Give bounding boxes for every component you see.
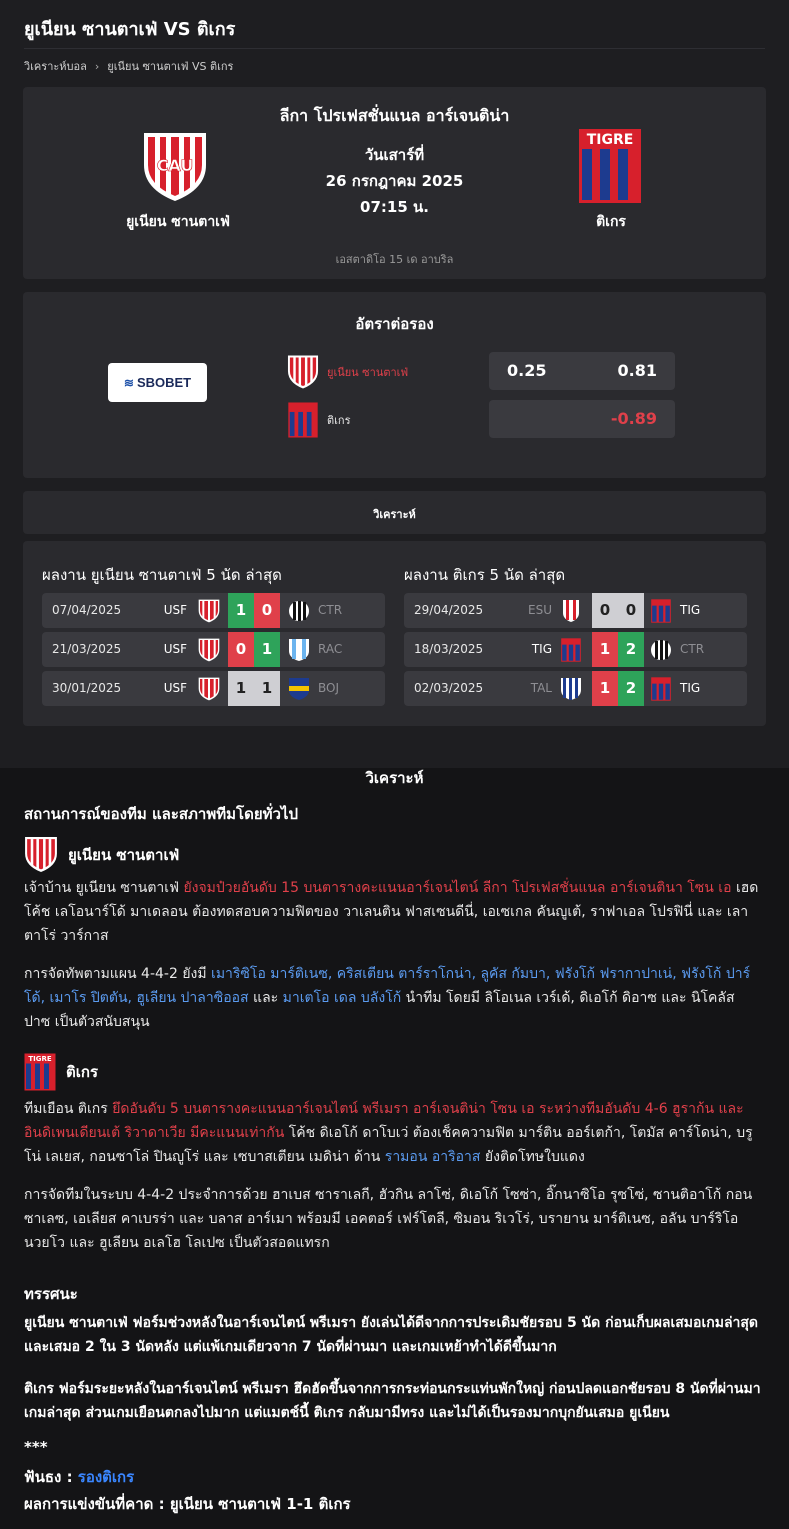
bookmaker-name: SBOBET	[136, 375, 192, 390]
handicap-value: 0.25	[507, 361, 547, 380]
analysis-heading: วิเคราะห์	[365, 769, 424, 787]
form-score1: 1	[592, 632, 618, 667]
form-team1: USF	[163, 681, 187, 695]
match-time: 07:15 น.	[360, 198, 429, 216]
form-date: 02/03/2025	[414, 681, 484, 695]
form-row[interactable]	[42, 593, 385, 628]
away-analysis-paragraph-1: ทีมเยือน ติเกร ยึดอันดับ 5 บนตารางคะแนนอาร์เจนไตน์ พรีเมรา อาร์เจนติน่า โซน เอ ระหว่างทีมอันดับ 4-6 ฮูราก้น และ อินดิเพนเดียนเต้ ริวาดาเวีย มีคะแนนเท่ากัน โค้ช ดิเอโก้ ดาโบเว่ ต้องเช็คความฟิต มาร์ติน ออร์เตก้า, โตมัส คาร์โดน่า, บรูโน่ เลเยส, กอนซาโล่ ปินญูโร่ และ เซบาสเตียน เมดิน่า ด้าน รามอน อาริอาส ยังติดโทษใบแดง	[24, 1101, 753, 1165]
union-santa-fe-crest-icon	[142, 131, 208, 203]
away-team-heading-name: ติเกร	[66, 1063, 99, 1081]
tigre-crest-icon	[24, 1053, 56, 1091]
odds-home-team-name: ยูเนียน ซานตาเฟ่	[327, 366, 409, 379]
boca-juniors-crest-icon	[288, 677, 310, 701]
form-date: 30/01/2025	[52, 681, 122, 695]
svg-text:CAU: CAU	[156, 156, 194, 175]
page-title: ยูเนียน ซานตาเฟ่ VS ติเกร	[24, 19, 236, 40]
union-santa-fe-crest-icon	[198, 599, 220, 623]
separator-stars: ***	[24, 1438, 48, 1456]
form-score2: 1	[254, 671, 280, 706]
away-form-title: ผลงาน ติเกร 5 นัด ล่าสุด	[404, 566, 566, 584]
sbobet-mark-icon: ≋	[123, 375, 134, 390]
match-day: วันเสาร์ที่	[364, 146, 425, 164]
form-row[interactable]	[404, 593, 747, 628]
view-heading: ทรรศนะ	[24, 1285, 78, 1303]
breadcrumb-home-link[interactable]: วิเคราะห์บอล	[24, 60, 87, 73]
form-team2: TIG	[680, 681, 701, 695]
venue: เอสตาดิโอ 15 เด อาบริล	[335, 253, 454, 266]
form-team2: CTR	[680, 642, 705, 656]
form-team1: TAL	[530, 681, 552, 695]
home-team-heading-name: ยูเนียน ซานตาเฟ่	[68, 845, 180, 864]
form-score1: 0	[228, 632, 254, 667]
odds-away-team	[287, 402, 350, 438]
kickoff-datetime	[273, 142, 516, 220]
form-score1: 1	[228, 671, 254, 706]
home-form-title: ผลงาน ยูเนียน ซานตาเฟ่ 5 นัด ล่าสุด	[42, 566, 282, 584]
form-date: 21/03/2025	[52, 642, 122, 656]
home-price: 0.81	[617, 361, 657, 380]
central-cordoba-crest-icon	[288, 599, 310, 623]
estudiantes-crest-icon	[560, 599, 582, 623]
odds-home-team	[287, 354, 408, 390]
recent-form-panel	[23, 541, 766, 726]
breadcrumb	[24, 57, 233, 75]
svg-text:TIGRE: TIGRE	[28, 1055, 52, 1063]
form-date: 18/03/2025	[414, 642, 484, 656]
view-paragraph-away: ติเกร ฟอร์มระยะหลังในอาร์เจนไตน์ พรีเมรา ฮึดฮัดขึ้นจากการกระท่อนกระแท่นพักใหญ่ ก่อนปลดแอกชัยรอบ 8 นัดที่ผ่านมาเกมล่าสุด ส่วนเกมเยือนตกลงไปมาก แต่แมตช์นี้ ติเกร กลับมามีทรง และไม่ได้เป็นรองมากบุกยันเสมอ ยูเนียน	[24, 1381, 761, 1421]
svg-text:TIGRE: TIGRE	[586, 132, 634, 148]
form-date: 07/04/2025	[52, 603, 122, 617]
union-santa-fe-crest-icon	[198, 638, 220, 662]
verdict	[24, 1465, 134, 1489]
form-team2: CTR	[318, 603, 343, 617]
tigre-crest-icon	[578, 128, 642, 204]
breadcrumb-separator: ›	[94, 60, 100, 73]
tab-analysis-label: วิเคราะห์	[373, 508, 416, 521]
form-team2: TIG	[680, 603, 701, 617]
match-date: 26 กรกฎาคม 2025	[325, 172, 464, 190]
form-score2: 2	[618, 632, 644, 667]
odds-home-row[interactable]	[489, 352, 675, 390]
form-score2: 2	[618, 671, 644, 706]
form-row[interactable]	[42, 671, 385, 706]
tigre-crest-icon	[650, 677, 672, 701]
away-price: -0.89	[610, 409, 657, 428]
form-score1: 0	[592, 593, 618, 628]
title-divider	[24, 48, 765, 49]
union-santa-fe-crest-icon	[287, 354, 319, 390]
match-info-panel	[23, 87, 766, 279]
odds-away-team-name: ติเกร	[327, 414, 351, 427]
odds-title: อัตราต่อรอง	[355, 315, 434, 333]
home-team-heading	[24, 836, 179, 873]
verdict-label: ฟันธง :	[24, 1468, 78, 1486]
union-santa-fe-crest-icon	[24, 836, 58, 873]
team-situation-heading: สถานการณ์ของทีม และสภาพทีมโดยทั่วไป	[24, 805, 298, 823]
racing-crest-icon	[288, 638, 310, 662]
form-team1: ESU	[528, 603, 552, 617]
tigre-crest-icon	[650, 599, 672, 623]
form-row[interactable]	[404, 632, 747, 667]
form-score2: 0	[618, 593, 644, 628]
form-team2: BOJ	[318, 681, 340, 695]
away-team-heading	[24, 1053, 98, 1091]
away-analysis-paragraph-2: การจัดทีมในระบบ 4-4-2 ประจำการด้วย ฮาเบส ซาราเลกี, ฮัวกิน ลาโซ่, ดิเอโก้ โซซ่า, อิ๊กนาซิโอ รุซโซ่, ซานติอาโก้ กอนซาเลซ, เอเลียส คาเบรร่า และ บลาส อาร์เมา พร้อมมี เอคตอร์ เฟร์โตลี, ซิมอน ริเวโร่, บรายาน มาร์ติเนซ, อลัน บาร์ริโอ นวยโว และ ฮูเลียน อเลโฮ โลเปซ เป็นตัวสอดแทรก	[24, 1187, 753, 1251]
union-santa-fe-crest-icon	[198, 677, 220, 701]
talleres-crest-icon	[560, 677, 582, 701]
form-date: 29/04/2025	[414, 603, 484, 617]
tigre-crest-icon	[560, 638, 582, 662]
central-cordoba-crest-icon	[650, 638, 672, 662]
away-team-name: ติเกร	[596, 214, 626, 230]
home-team-name: ยูเนียน ซานตาเฟ่	[126, 214, 230, 230]
form-team1: USF	[163, 603, 187, 617]
form-row[interactable]	[42, 632, 385, 667]
form-team1: TIG	[531, 642, 552, 656]
form-score2: 0	[254, 593, 280, 628]
form-row[interactable]	[404, 671, 747, 706]
breadcrumb-current: ยูเนียน ซานตาเฟ่ VS ติเกร	[107, 60, 234, 73]
home-analysis-paragraph-1: เจ้าบ้าน ยูเนียน ซานตาเฟ่ ยังจมป๋วยอันดับ 15 บนตารางคะแนนอาร์เจนไตน์ ลีกา โปรเฟสชั่นแนล อาร์เจนตินา โซน เอ เฮดโค้ช เลโอนาร์โด้ มาเดลอน ต้องทดสอบความฟิตของ วาเลนติน ฟาสเซนดีนี่, เอเซเกล คันญูเต้, ราฟาเอล โปรฟินี่ และ เลาตาโร่ วาร์กาส	[24, 880, 759, 944]
home-analysis-paragraph-2: การจัดทัพตามแผน 4-4-2 ยังมี เมาริซิโอ มาร์ติเนซ, คริสเตียน ตาร์ราโกน่า, ลูคัส กัมบา, ฟรังโก้ ฟรากาปาเน่, ฟรังโก้ ปาร์โด้, เมาโร ปิตตัน, ฮูเลียน ปาลาซิออส และ มาเตโอ เดล บลังโก้ นำทีม โดยมี ลิโอเนล เวร์เด้, ดิเอโก้ ดิอาซ และ นิโคลัส ปาซ เป็นตัวสนับสนุน	[24, 966, 751, 1030]
verdict-pick-link[interactable]: รองติเกร	[77, 1468, 135, 1486]
tigre-crest-icon	[287, 402, 319, 438]
odds-panel	[23, 292, 766, 478]
form-score1: 1	[592, 671, 618, 706]
odds-away-row[interactable]	[489, 400, 675, 438]
league-name: ลีกา โปรเฟสชั่นแนล อาร์เจนติน่า	[279, 106, 510, 125]
view-paragraph-home: ยูเนียน ซานตาเฟ่ ฟอร์มช่วงหลังในอาร์เจนไตน์ พรีเมรา ยังเล่นได้ดีจากการประเดิมชัยรอบ 5 นัด ก่อนเก็บผลเสมอเกมล่าสุด และเสมอ 2 ใน 3 นัดหลัง แต่แพ้เกมเดียวจาก 7 นัดที่ผ่านมา และเกมเหย้าทำได้ดีขึ้นมาก	[24, 1315, 759, 1355]
tab-analysis[interactable]	[23, 491, 766, 534]
form-score1: 1	[228, 593, 254, 628]
form-team1: USF	[163, 642, 187, 656]
sbobet-logo[interactable]	[108, 363, 207, 402]
form-score2: 1	[254, 632, 280, 667]
form-team2: RAC	[318, 642, 343, 656]
predicted-score: ผลการแข่งขันที่คาด : ยูเนียน ซานตาเฟ่ 1-1 ติเกร	[24, 1495, 351, 1513]
